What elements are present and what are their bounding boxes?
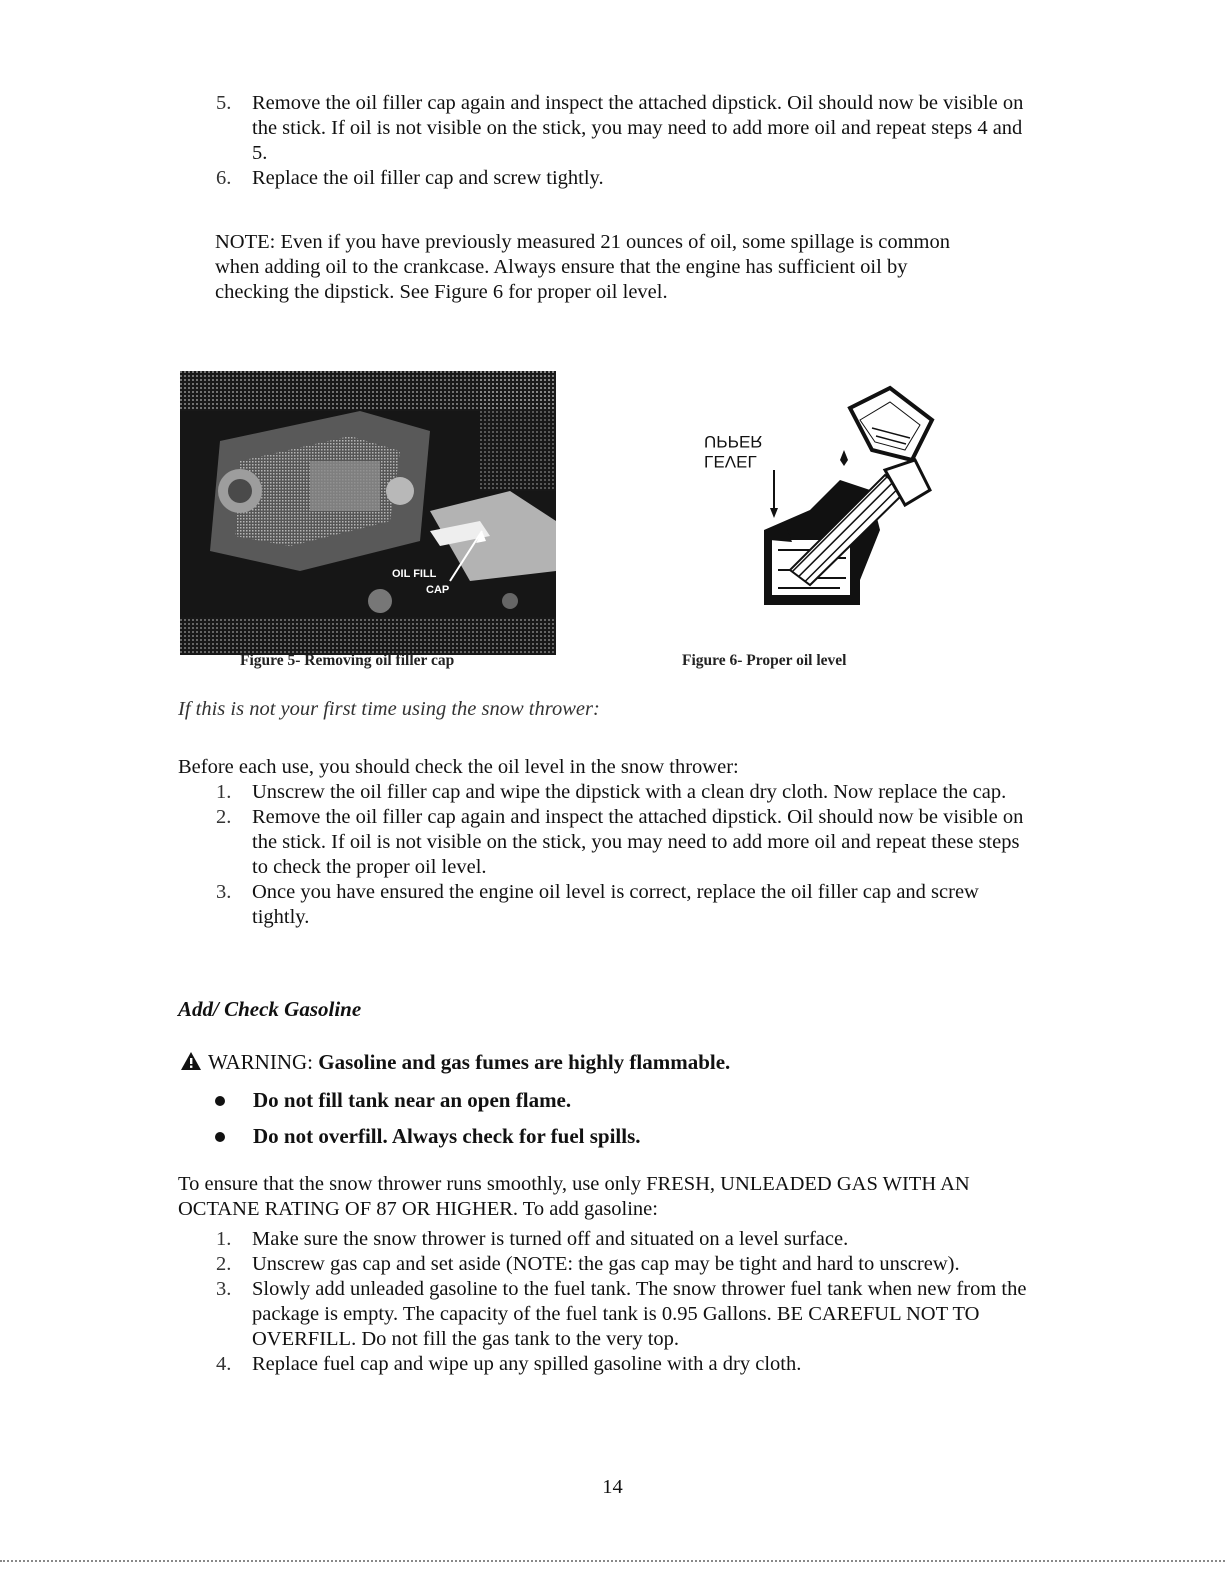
bullet-icon (215, 1132, 225, 1142)
scan-border-line (0, 1560, 1225, 1562)
figure-5-caption: Figure 5- Removing oil filler cap (240, 652, 455, 669)
list-item (180, 1352, 1040, 1377)
step-number: 2. (216, 1253, 232, 1275)
step-text: Replace fuel cap and wipe up any spilled gasoline with a dry cloth. (252, 1353, 802, 1375)
step-text: Unscrew gas cap and set aside (NOTE: the gas cap may be tight and hard to unscrew). (252, 1253, 960, 1275)
step-number: 3. (216, 1278, 232, 1300)
step-text: Once you have ensured the engine oil level is correct, replace the oil filler cap and screw tightly. (252, 881, 979, 928)
list-item (213, 1124, 641, 1160)
figure-5-photo (180, 371, 556, 655)
warning-bullets (213, 1088, 641, 1160)
step-number: 4. (216, 1353, 232, 1375)
step-number: 5. (216, 92, 232, 114)
first-time-heading: If this is not your first time using the snow thrower: (178, 698, 600, 720)
level-label: LEVEL (704, 452, 757, 471)
list-item (180, 1227, 1040, 1252)
engine-photo-image (180, 371, 556, 655)
figure-6-caption: Figure 6- Proper oil level (682, 652, 847, 669)
step-number: 2. (216, 806, 232, 828)
warning-triangle-icon (180, 1051, 202, 1077)
warning-line (180, 1050, 730, 1077)
list-item (213, 1088, 641, 1124)
step-number: 1. (216, 1228, 232, 1250)
list-item (180, 91, 1040, 166)
upper-label: UPPER (704, 432, 763, 451)
gas-intro-paragraph: To ensure that the snow thrower runs smoothly, use only FRESH, UNLEADED GAS WITH AN OCTANE RATING OF 87 OR HIGHER. To add gasoline: (178, 1173, 970, 1220)
list-item (180, 805, 1040, 880)
bullet-text: Do not overfill. Always check for fuel spills. (253, 1124, 641, 1148)
step-text: Remove the oil filler cap again and inspect the attached dipstick. Oil should now be visible on the stick. If oil is not visible on the stick, you may need to add more oil and repeat steps 4 and 5. (252, 92, 1024, 164)
gasoline-section-heading: Add/ Check Gasoline (178, 997, 362, 1021)
oil-fill-label: OIL FILL (392, 568, 437, 580)
warning-prefix: WARNING: (208, 1050, 313, 1074)
step-text: Replace the oil filler cap and screw tightly. (252, 167, 604, 189)
step-number: 3. (216, 881, 232, 903)
before-use-steps-list (180, 780, 1040, 930)
figure-6-diagram (700, 380, 970, 620)
list-item (180, 1252, 1040, 1277)
bullet-icon (215, 1096, 225, 1106)
warning-text: Gasoline and gas fumes are highly flammable. (318, 1050, 731, 1074)
step-text: Slowly add unleaded gasoline to the fuel tank. The snow thrower fuel tank when new from the package is empty. The capacity of the fuel tank is 0.95 Gallons. BE CAREFUL NOT TO OVERFILL. Do not fill the gas tank to the very top. (252, 1278, 1027, 1350)
cap-label: CAP (426, 584, 450, 596)
list-item (180, 1277, 1040, 1352)
step-text: Remove the oil filler cap again and inspect the attached dipstick. Oil should now be visible on the stick. If oil is not visible on the stick, you may need to add more oil and repeat these steps to check the proper oil level. (252, 806, 1024, 878)
top-steps-list (180, 91, 1040, 191)
list-item (180, 166, 1040, 191)
step-number: 1. (216, 781, 232, 803)
before-use-intro: Before each use, you should check the oil level in the snow thrower: (178, 756, 739, 778)
step-text: Unscrew the oil filler cap and wipe the dipstick with a clean dry cloth. Now replace the cap. (252, 781, 1007, 803)
gas-steps-list (180, 1227, 1040, 1377)
list-item (180, 780, 1040, 805)
step-text: Make sure the snow thrower is turned off and situated on a level surface. (252, 1228, 849, 1250)
bullet-text: Do not fill tank near an open flame. (253, 1088, 572, 1112)
note-paragraph: NOTE: Even if you have previously measured 21 ounces of oil, some spillage is common when adding oil to the crankcase. Always ensure that the engine has sufficient oil by checking the dipstick. See Figure 6 for proper oil level. (215, 231, 950, 303)
oil-level-diagram (700, 380, 970, 620)
list-item (180, 880, 1040, 930)
page-number: 14 (602, 1476, 623, 1498)
step-number: 6. (216, 167, 232, 189)
